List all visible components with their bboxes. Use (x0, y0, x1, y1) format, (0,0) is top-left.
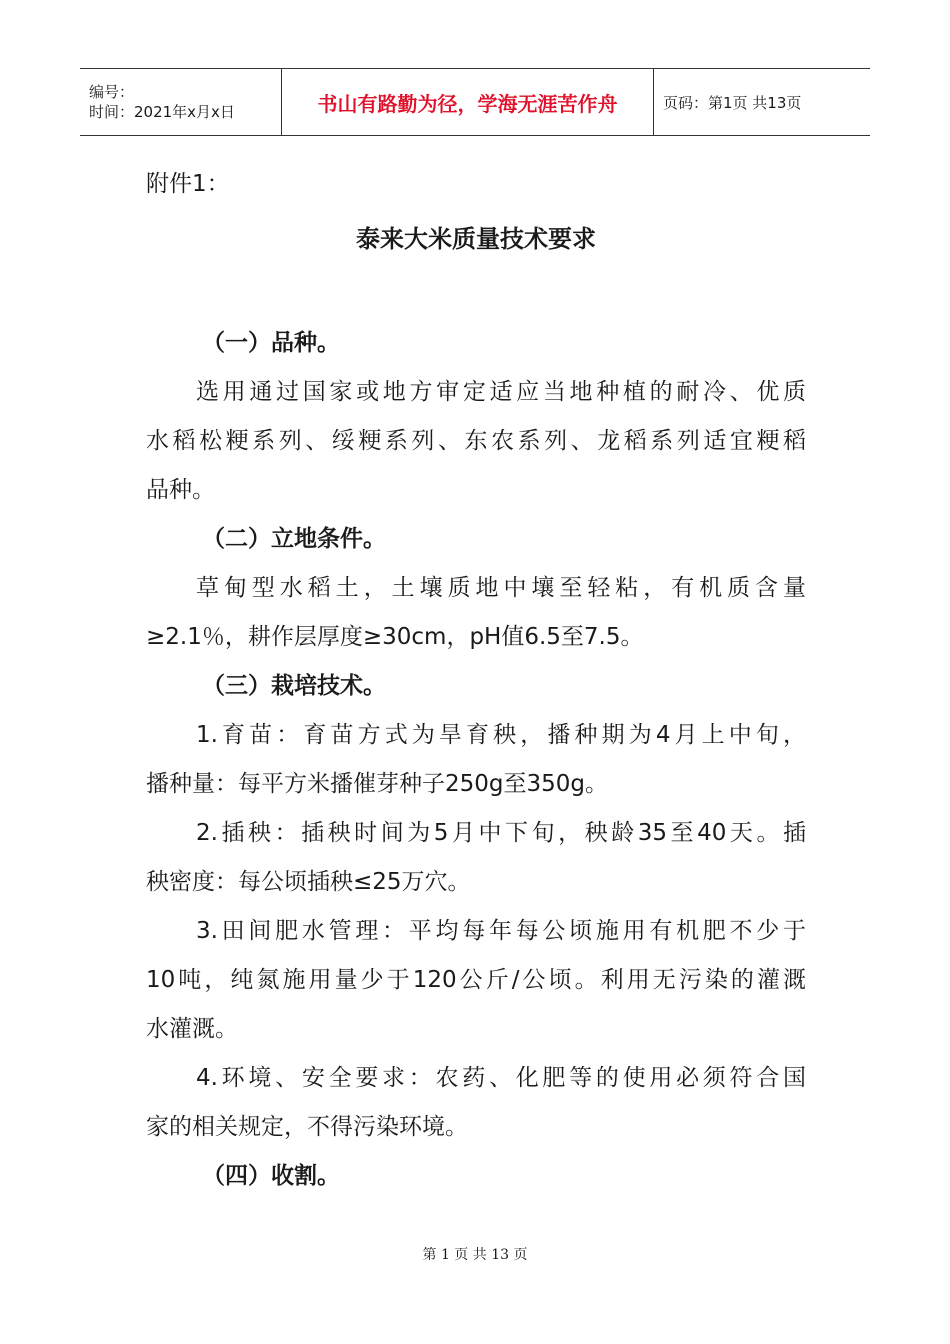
attachment-label: 附件1： (146, 171, 230, 197)
paragraph-line: 2.插秧：插秧时间为5月中下旬，秧龄35至40天。插 (196, 820, 806, 846)
header-motto: 书山有路勤为径，学海无涯苦作舟 (281, 69, 654, 135)
paragraph-line: 10吨，纯氮施用量少于120公斤/公顷。利用无污染的灌溉 (146, 967, 806, 993)
section-heading-4: （四）收割。 (202, 1163, 340, 1189)
paragraph-line: ≥2.1％，耕作层厚度≥30cm，pH值6.5至7.5。 (146, 624, 644, 650)
paragraph-line: 1.育苗：育苗方式为旱育秧，播种期为4月上中旬， (196, 722, 806, 748)
header-page-info: 页码：第1页 共13页 (663, 93, 802, 112)
section-heading-1: （一）品种。 (202, 330, 340, 356)
spacer (146, 269, 806, 319)
section-heading-3: （三）栽培技术。 (202, 673, 386, 699)
paragraph-line: 家的相关规定，不得污染环境。 (146, 1114, 468, 1140)
document-title: 泰来大米质量技术要求 (356, 224, 596, 253)
time-label: 时间：2021年x月x日 (89, 103, 235, 121)
page-header (80, 68, 870, 136)
document-body (146, 160, 806, 1201)
section-heading-2: （二）立地条件。 (202, 526, 386, 552)
paragraph-line: 水灌溉。 (146, 1016, 238, 1042)
paragraph-line: 草甸型水稻土，土壤质地中壤至轻粘，有机质含量 (196, 575, 806, 601)
paragraph-line: 秧密度：每公顷插秧≤25万穴。 (146, 869, 471, 895)
paragraph-line: 3.田间肥水管理：平均每年每公顷施用有机肥不少于 (196, 918, 806, 944)
header-meta (80, 69, 281, 135)
paragraph-line: 品种。 (146, 477, 215, 503)
page-footer: 第 1 页 共 13 页 (422, 1247, 528, 1263)
paragraph-line: 播种量：每平方米播催芽种子250g至350g。 (146, 771, 608, 797)
paragraph-line: 4.环境、安全要求：农药、化肥等的使用必须符合国 (196, 1065, 806, 1091)
paragraph-line: 水稻松粳系列、绥粳系列、东农系列、龙稻系列适宜粳稻 (146, 428, 806, 454)
number-label: 编号： (89, 83, 135, 101)
paragraph-line: 选用通过国家或地方审定适应当地种植的耐冷、优质 (196, 379, 806, 405)
